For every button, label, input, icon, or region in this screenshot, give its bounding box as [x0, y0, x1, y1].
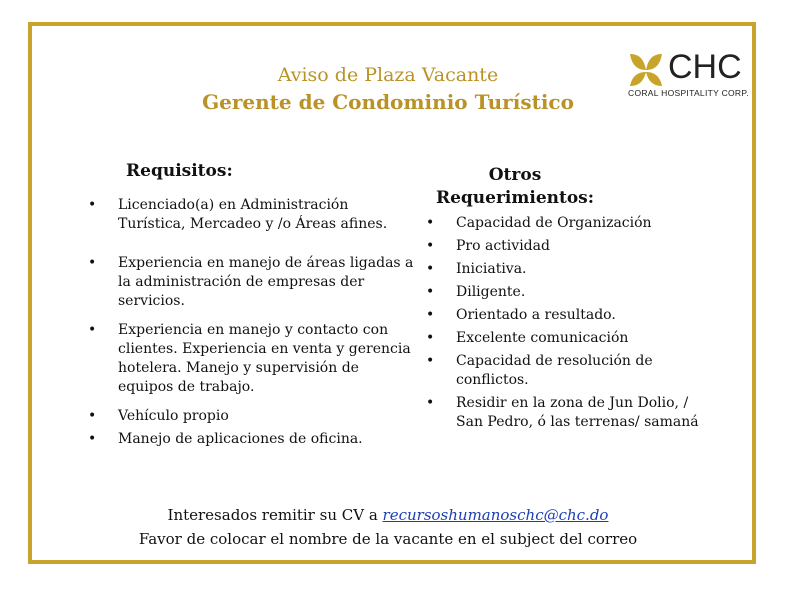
- email-link[interactable]: recursoshumanoschc@chc.do: [382, 506, 609, 524]
- list-item: • Residir en la zona de Jun Dolio, / San Pedro, ó las terrenas/ samaná: [426, 395, 699, 430]
- list-item: • Experiencia en manejo y contacto con clientes. Experiencia en venta y gerencia hotelera. Manejo y supervisión de equipos de trabajo.: [88, 322, 411, 395]
- list-item: • Capacidad de Organización: [426, 215, 652, 231]
- list-item: • Pro actividad: [426, 238, 550, 254]
- subject-instruction: Favor de colocar el nombre de la vacante en el subject del correo: [138, 530, 638, 548]
- list-item: • Manejo de aplicaciones de oficina.: [88, 431, 363, 447]
- list-item: • Experiencia en manejo de áreas ligadas a la administración de empresas der servicios.: [88, 255, 414, 309]
- logo-subtitle: CORAL HOSPITALITY CORP.: [628, 88, 749, 98]
- list-item: • Diligente.: [426, 284, 526, 300]
- list-item: • Vehículo propio: [88, 408, 229, 424]
- logo-text: CHC: [668, 48, 742, 86]
- requisitos-heading: Requisitos:: [126, 161, 233, 181]
- notice-title: Aviso de Plaza Vacante: [277, 64, 499, 86]
- list-item: • Iniciativa.: [426, 261, 527, 277]
- list-item: • Capacidad de resolución de conflictos.: [426, 353, 653, 388]
- otros-heading: Otros Requerimientos:: [435, 165, 595, 208]
- position-title: Gerente de Condominio Turístico: [202, 90, 574, 114]
- cv-instruction-text: Interesados remitir su CV a: [167, 506, 383, 524]
- otros-list: [426, 214, 716, 432]
- requisitos-list: [88, 196, 418, 449]
- list-item: • Orientado a resultado.: [426, 307, 616, 323]
- list-item: • Licenciado(a) en Administración Turística, Mercadeo y /o Áreas afines.: [88, 197, 388, 232]
- list-item: • Excelente comunicación: [426, 330, 629, 346]
- cv-instruction: [0, 506, 788, 524]
